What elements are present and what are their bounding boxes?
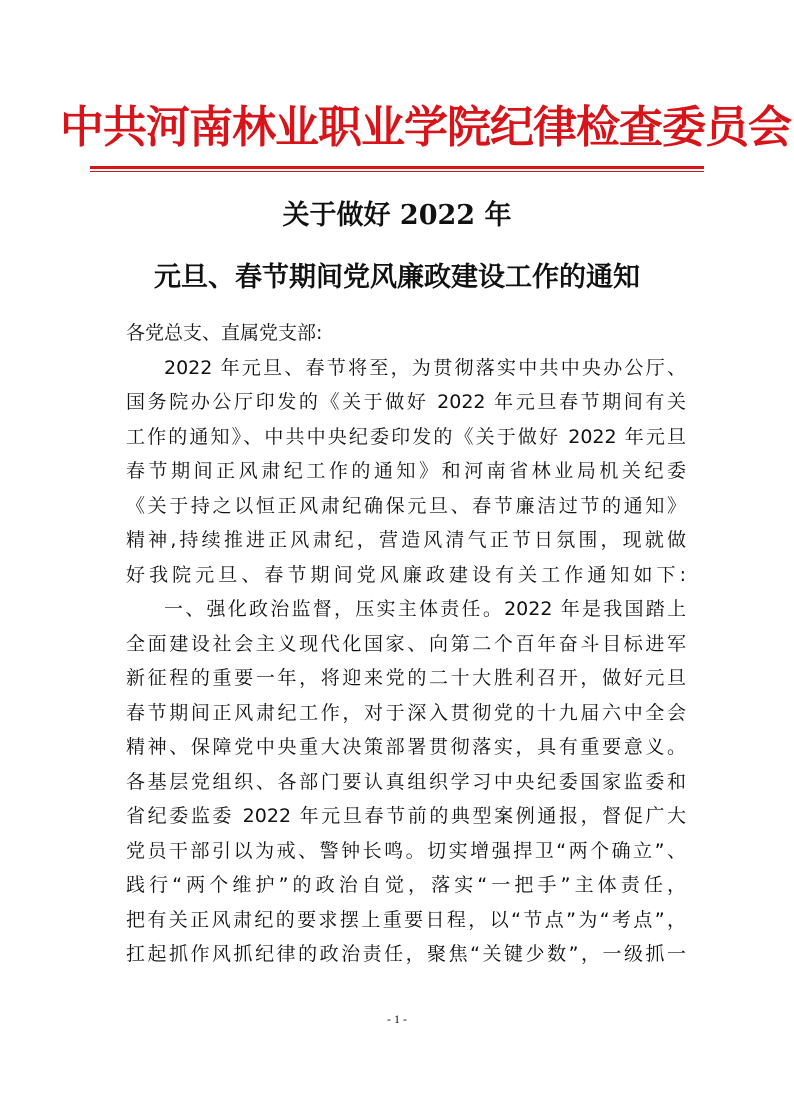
body-line: 精神、保障党中央重大决策部署贯彻落实，具有重要意义。	[126, 736, 686, 758]
document-body	[126, 316, 686, 972]
salutation: 各党总支、直属党支部:	[126, 322, 323, 344]
organization-header: 中共河南林业职业学院纪律检查委员会	[60, 102, 791, 153]
body-line: 精神,持续推进正风肃纪，营造风清气正节日氛围，现就做	[126, 529, 686, 551]
red-header-rule	[90, 166, 704, 169]
body-line: 各基层党组织、各部门要认真组织学习中央纪委国家监委和	[126, 770, 686, 793]
document-title-line-1: 关于做好 2022 年	[282, 200, 512, 231]
body-line: 工作的通知》、中共中央纪委印发的《关于做好 2022 年元旦	[126, 425, 686, 448]
body-line: 扛起抓作风抓纪律的政治责任，聚焦“关键少数”，一级抓一	[126, 943, 686, 965]
body-line: 省纪委监委 2022 年元旦春节前的典型案例通报，督促广大	[126, 805, 686, 827]
body-line: 践行“两个维护”的政治自觉，落实“一把手”主体责任，	[126, 874, 686, 896]
body-line: 国务院办公厅印发的《关于做好 2022 年元旦春节期间有关	[126, 391, 686, 413]
body-line: 好我院元旦、春节期间党风廉政建设有关工作通知如下:	[126, 563, 686, 586]
body-line: 新征程的重要一年，将迎来党的二十大胜利召开，做好元旦	[126, 667, 686, 689]
page-number: - 1 -	[387, 1012, 407, 1026]
body-line: 全面建设社会主义现代化国家、向第二个百年奋斗目标进军	[126, 632, 686, 655]
body-line: 党员干部引以为戒、警钟长鸣。切实增强捍卫“两个确立”、	[126, 839, 686, 862]
red-header-rule-thin	[90, 171, 704, 172]
body-line: 一、强化政治监督，压实主体责任。2022 年是我国踏上	[164, 598, 686, 620]
body-line: 春节期间正风肃纪工作，对于深入贯彻党的十九届六中全会	[126, 701, 686, 724]
document-title-line-2: 元旦、春节期间党风廉政建设工作的通知	[154, 262, 640, 293]
body-line: 2022 年元旦、春节将至，为贯彻落实中共中央办公厅、	[164, 356, 686, 379]
body-line: 《关于持之以恒正风肃纪确保元旦、春节廉洁过节的通知》	[126, 494, 686, 517]
body-line: 把有关正风肃纪的要求摆上重要日程，以“节点”为“考点”，	[126, 908, 686, 931]
body-line: 春节期间正风肃纪工作的通知》和河南省林业局机关纪委	[126, 460, 686, 482]
